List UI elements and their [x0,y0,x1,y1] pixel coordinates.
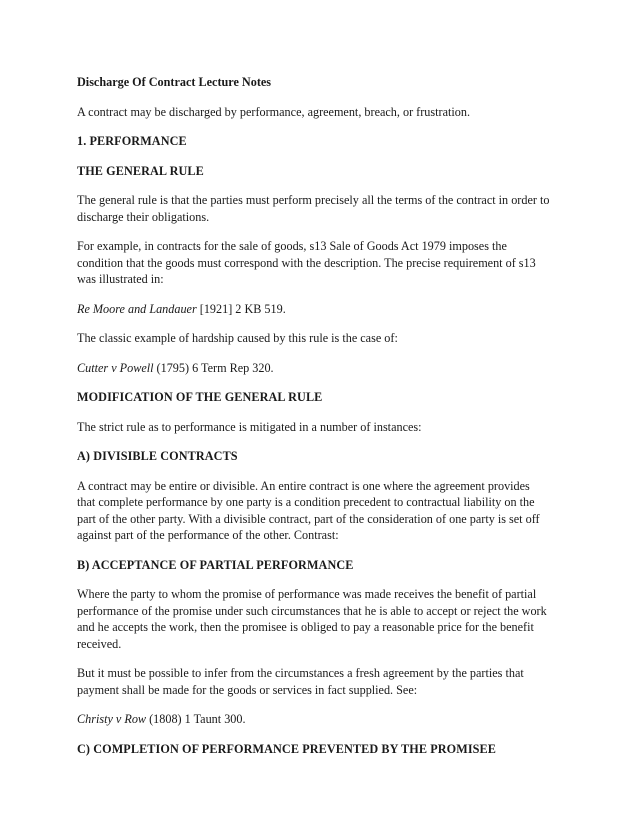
case-name: Re Moore and Landauer [77,301,197,316]
case-name: Cutter v Powell [77,360,154,375]
intro-paragraph: A contract may be discharged by performance, agreement, breach, or frustration. [77,104,470,119]
infer-paragraph [77,665,567,698]
text-line: The general rule is that the parties must perform precisely all the terms of the contract in order to [77,193,550,207]
partial-paragraph [77,586,567,652]
text-line: received. [77,636,122,651]
example-paragraph [77,238,567,288]
text-line: condition that the goods must correspond with the description. The precise requirement of s13 [77,255,536,270]
modification-paragraph: The strict rule as to performance is mitigated in a number of instances: [77,419,422,434]
text-line: A contract may be entire or divisible. An entire contract is one where the agreement provides [77,478,530,493]
text-line: and he accepts the work, then the promisee is obliged to pay a reasonable price for the benefit [77,620,534,634]
text-line: part of the other party. With a divisible contract, part of the consideration of one party is set off [77,511,540,526]
text-line: performance of the promise under such circumstances that he is able to accept or reject the work [77,603,547,618]
text-line: But it must be possible to infer from the circumstances a fresh agreement by the parties that [77,666,524,680]
subheading-general-rule: THE GENERAL RULE [77,163,204,178]
document-page [77,74,567,770]
case-reference: (1795) 6 Term Rep 320. [153,360,274,375]
case-name: Christy v Row [77,712,147,726]
text-line: payment shall be made for the goods or services in fact supplied. See: [77,682,418,697]
section-heading-divisible: A) DIVISIBLE CONTRACTS [77,449,238,463]
text-line: For example, in contracts for the sale of goods, s13 Sale of Goods Act 1979 imposes the [77,239,507,253]
text-line: against part of the performance of the other. Contrast: [77,528,339,542]
section-heading-performance: 1. PERFORMANCE [77,134,187,148]
case-citation-cutter [77,360,567,377]
document-title: Discharge Of Contract Lecture Notes [77,75,272,89]
text-line: Where the party to whom the promise of performance was made receives the benefit of partial [77,587,537,601]
section-heading-prevented: C) COMPLETION OF PERFORMANCE PREVENTED BY THE PROMISEE [77,741,497,756]
text-line: was illustrated in: [77,272,164,286]
classic-example-paragraph: The classic example of hardship caused by this rule is the case of: [77,331,398,345]
case-reference: (1808) 1 Taunt 300. [146,712,246,726]
case-citation-christy [77,711,567,728]
section-heading-modification: MODIFICATION OF THE GENERAL RULE [77,390,323,404]
section-heading-partial: B) ACCEPTANCE OF PARTIAL PERFORMANCE [77,557,354,572]
text-line: discharge their obligations. [77,209,210,224]
text-line: that complete performance by one party is a condition precedent to contractual liability on the [77,495,535,509]
divisible-paragraph [77,478,567,544]
case-reference: [1921] 2 KB 519. [196,301,286,316]
case-citation-re-moore [77,301,567,318]
general-rule-paragraph [77,192,567,225]
